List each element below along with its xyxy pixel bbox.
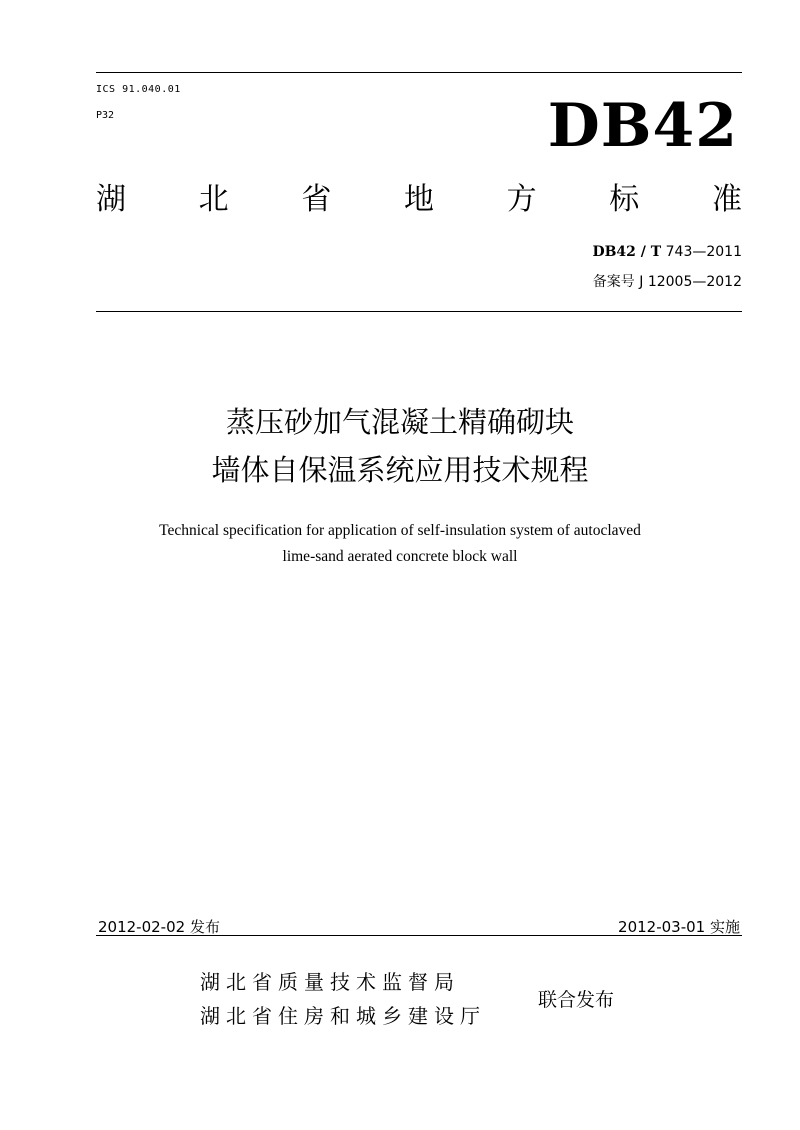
standard-type-char: 准 [711, 182, 742, 217]
standard-type-char: 湖 [96, 182, 126, 217]
issuer-line2: 湖北省住房和城乡建设厅 [200, 1004, 486, 1028]
title-en-line1: Technical specification for application of self-insulation system of autoclaved [159, 522, 641, 539]
implement-date: 2012-03-01 实施 [618, 918, 740, 936]
record-number: 备案号 J 12005—2012 [592, 274, 742, 290]
issue-date: 2012-02-02 发布 [98, 918, 220, 936]
title-cn-line2: 墙体自保温系统应用技术规程 [211, 453, 589, 487]
ics-code: ICS 91.040.01 [96, 84, 181, 95]
standard-type-char: 方 [506, 182, 537, 217]
db42-logo: DB42 [547, 91, 738, 161]
standard-code: DB42 / T [592, 244, 662, 260]
standard-type-char: 北 [198, 182, 229, 217]
standard-type-title [96, 176, 742, 224]
date-rule [96, 935, 742, 936]
standard-number-value: 743—2011 [665, 244, 742, 260]
joint-issue-label: 联合发布 [538, 989, 615, 1011]
issuing-authorities [200, 965, 486, 1033]
header-divider [96, 311, 742, 312]
top-rule [96, 72, 742, 73]
standard-type-char: 标 [609, 182, 640, 217]
standard-number [592, 244, 742, 260]
classification-code: P32 [96, 110, 115, 121]
standard-type-char: 地 [403, 182, 434, 217]
title-en-line2: lime-sand aerated concrete block wall [282, 548, 518, 565]
issuer-line1: 湖北省质量技术监督局 [200, 970, 460, 994]
title-cn-line1: 蒸压砂加气混凝土精确砌块 [225, 405, 574, 439]
standard-type-char: 省 [301, 182, 332, 217]
